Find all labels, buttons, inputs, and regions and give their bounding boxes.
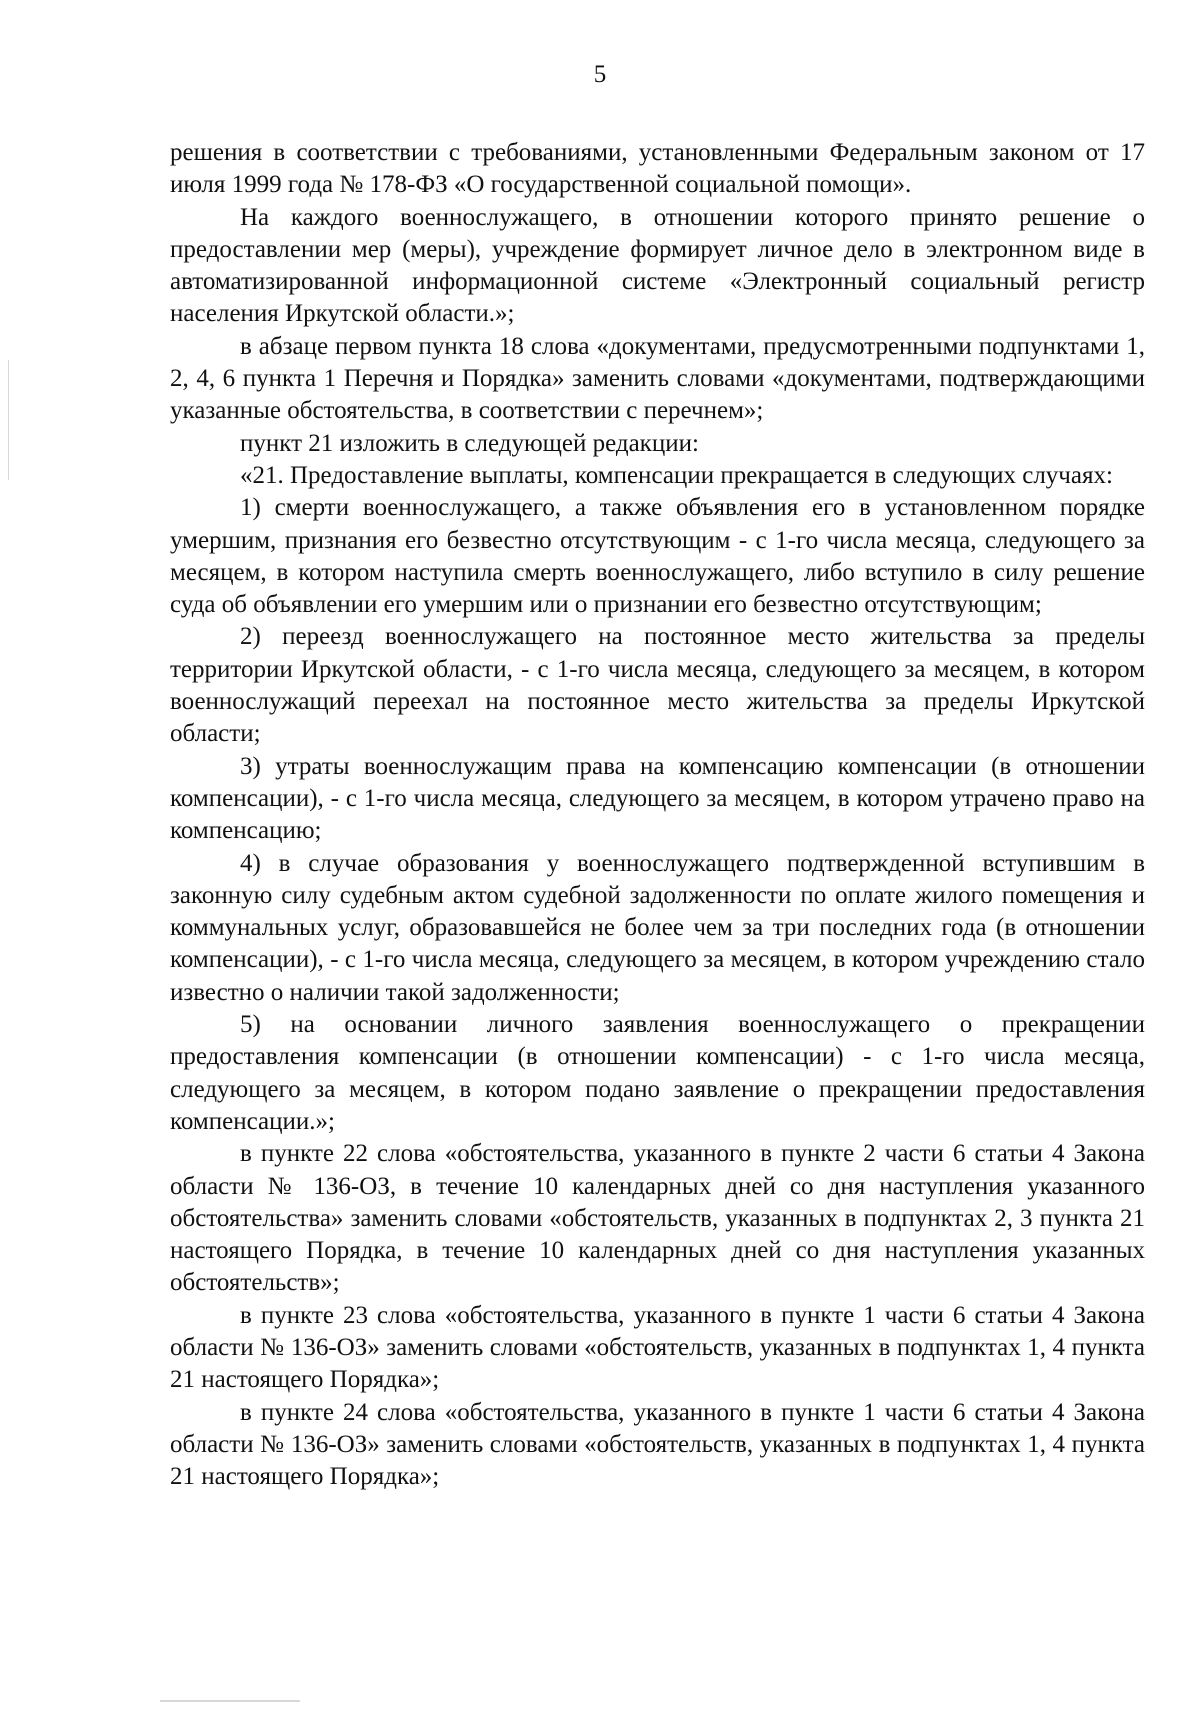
paragraph: 1) смерти военнослужащего, а также объявления его в установленном порядке умершим, признания его безвестно отсутствующим - с 1-го числа месяца, следующего за месяцем, в котором наступила смерть военнослужащего, либо вступило в силу решение суда об объявлении его умершим или о признании его безвестно отсутствующим; bbox=[170, 494, 1145, 619]
document-body bbox=[170, 137, 1145, 1493]
scan-artifact-bottom bbox=[160, 1700, 300, 1702]
paragraph: На каждого военнослужащего, в отношении которого принято решение о предоставлении мер (меры), учреждение формирует личное дело в электронном виде в автоматизированной информационной системе «Электронный социальный регистр населения Иркутской области.»; bbox=[170, 203, 1145, 328]
scan-artifact-left bbox=[8, 360, 9, 480]
paragraph: 4) в случае образования у военнослужащего подтвержденной вступившим в законную силу судебным актом судебной задолженности по оплате жилого помещения и коммунальных услуг, образовавшейся не более чем за три последних года (в отношении компенсации), - с 1-го числа месяца, следующего за месяцем, в котором учреждению стало известно о наличии такой задолженности; bbox=[170, 849, 1145, 1006]
paragraph: пункт 21 изложить в следующей редакции: bbox=[240, 429, 699, 457]
paragraph: «21. Предоставление выплаты, компенсации прекращается в следующих случаях: bbox=[240, 461, 1113, 489]
paragraph: в абзаце первом пункта 18 слова «документами, предусмотренными подпунктами 1, 2, 4, 6 пункта 1 Перечня и Порядка» заменить словами «документами, подтверждающими указанные обстоятельства, в соответствии с перечнем»; bbox=[170, 332, 1145, 425]
paragraph: 3) утраты военнослужащим права на компенсацию компенсации (в отношении компенсации), - с 1-го числа месяца, следующего за месяцем, в котором утрачено право на компенсацию; bbox=[170, 752, 1145, 845]
page-number: 5 bbox=[593, 61, 607, 88]
paragraph: 2) переезд военнослужащего на постоянное место жительства за пределы территории Иркутской области, - с 1-го числа месяца, следующего за месяцем, в котором военнослужащий переехал на постоянное место жительства за пределы Иркутской области; bbox=[170, 623, 1145, 748]
paragraph: в пункте 24 слова «обстоятельства, указанного в пункте 1 части 6 статьи 4 Закона области № 136-ОЗ» заменить словами «обстоятельств, указанных в подпунктах 1, 4 пункта 21 настоящего Порядка»; bbox=[170, 1398, 1145, 1491]
paragraph: в пункте 22 слова «обстоятельства, указанного в пункте 2 части 6 статьи 4 Закона области № 136-ОЗ, в течение 10 календарных дней со дня наступления указанного обстоятельства» заменить словами «обстоятельств, указанных в подпунктах 2, 3 пункта 21 настоящего Порядка, в течение 10 календарных дней со дня наступления указанных обстоятельств»; bbox=[170, 1140, 1145, 1297]
paragraph: в пункте 23 слова «обстоятельства, указанного в пункте 1 части 6 статьи 4 Закона области № 136-ОЗ» заменить словами «обстоятельств, указанных в подпунктах 1, 4 пункта 21 настоящего Порядка»; bbox=[170, 1301, 1145, 1394]
paragraph: решения в соответствии с требованиями, установленными Федеральным законом от 17 июля 1999 года № 178-ФЗ «О государственной социальной помощи». bbox=[170, 139, 1145, 199]
paragraph: 5) на основании личного заявления военнослужащего о прекращении предоставления компенсации (в отношении компенсации) - с 1-го числа месяца, следующего за месяцем, в котором подано заявление о прекращении предоставления компенсации.»; bbox=[170, 1011, 1145, 1135]
